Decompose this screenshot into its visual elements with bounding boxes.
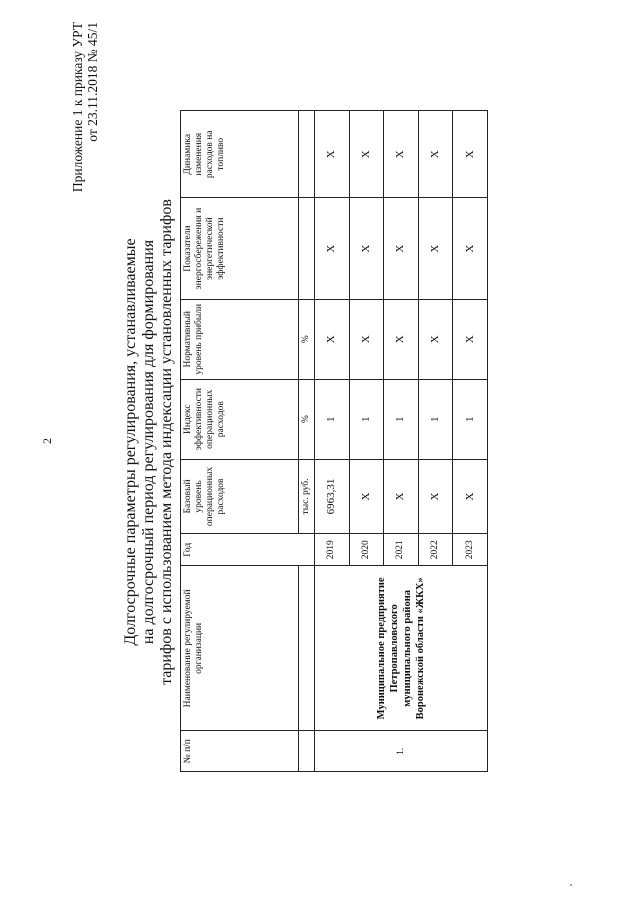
header-base: Базовый уровень операционных расходов xyxy=(181,459,299,534)
page-number: 2 xyxy=(40,438,54,444)
row-number: 1. xyxy=(315,731,488,772)
header-org: Наименование регулируемой организации xyxy=(181,566,299,731)
cell-index: 1 xyxy=(315,379,350,459)
cell-index: 1 xyxy=(453,379,488,459)
annex-line-2: от 23.11.2018 № 45/1 xyxy=(85,22,100,142)
cell-base: X xyxy=(384,459,419,534)
cell-year: 2023 xyxy=(453,534,488,566)
cell-base: X xyxy=(453,459,488,534)
cell-profit: X xyxy=(418,299,453,379)
cell-profit: X xyxy=(384,299,419,379)
annex-line-1: Приложение 1 к приказу УРТ xyxy=(70,22,85,193)
cell-energy: X xyxy=(418,198,453,299)
header-energy: Показатели энергосбережения и энергетической эффективности xyxy=(181,198,299,299)
scan-speck xyxy=(570,884,572,886)
title-line-2: на долгосрочный период регулирования для формирования xyxy=(140,239,157,645)
cell-base: X xyxy=(418,459,453,534)
cell-energy: X xyxy=(384,198,419,299)
cell-base: X xyxy=(349,459,384,534)
cell-index: 1 xyxy=(418,379,453,459)
cell-index: 1 xyxy=(349,379,384,459)
header-num: № п/п xyxy=(181,731,299,772)
table-units-row xyxy=(299,111,315,772)
rotated-content xyxy=(68,22,618,842)
cell-energy: X xyxy=(349,198,384,299)
units-org xyxy=(299,566,315,731)
cell-fuel: X xyxy=(315,111,350,198)
title-line-1: Долгосрочные параметры регулирования, устанавливаемые xyxy=(122,238,139,646)
units-num xyxy=(299,731,315,772)
cell-fuel: X xyxy=(453,111,488,198)
table-row xyxy=(315,111,350,772)
cell-year: 2022 xyxy=(418,534,453,566)
cell-base: 6963,31 xyxy=(315,459,350,534)
cell-energy: X xyxy=(453,198,488,299)
cell-fuel: X xyxy=(384,111,419,198)
header-fuel: Динамика изменения расходов на топливо xyxy=(181,111,299,198)
unit-index: % xyxy=(299,379,315,459)
table-header-row xyxy=(181,111,299,772)
unit-base: тыс. руб. xyxy=(299,459,315,534)
parameters-table xyxy=(180,110,488,772)
cell-year: 2019 xyxy=(315,534,350,566)
cell-fuel: X xyxy=(418,111,453,198)
unit-fuel xyxy=(299,111,315,198)
header-year: Год xyxy=(181,534,315,566)
unit-energy xyxy=(299,198,315,299)
cell-year: 2020 xyxy=(349,534,384,566)
annex-note xyxy=(70,22,100,192)
unit-profit: % xyxy=(299,299,315,379)
cell-fuel: X xyxy=(349,111,384,198)
cell-profit: X xyxy=(315,299,350,379)
cell-index: 1 xyxy=(384,379,419,459)
header-profit: Нормативный уровень прибыли xyxy=(181,299,299,379)
cell-year: 2021 xyxy=(384,534,419,566)
cell-profit: X xyxy=(349,299,384,379)
header-index: Индекс эффективности операционных расходов xyxy=(181,379,299,459)
cell-profit: X xyxy=(453,299,488,379)
cell-energy: X xyxy=(315,198,350,299)
organization-name: Муниципальное предприятие Петропавловского муниципального района Воронежской области «ЖКХ» xyxy=(315,566,488,731)
title-line-3: тарифов с использованием метода индексации установленных тарифов xyxy=(158,199,175,685)
document-title xyxy=(122,182,176,702)
